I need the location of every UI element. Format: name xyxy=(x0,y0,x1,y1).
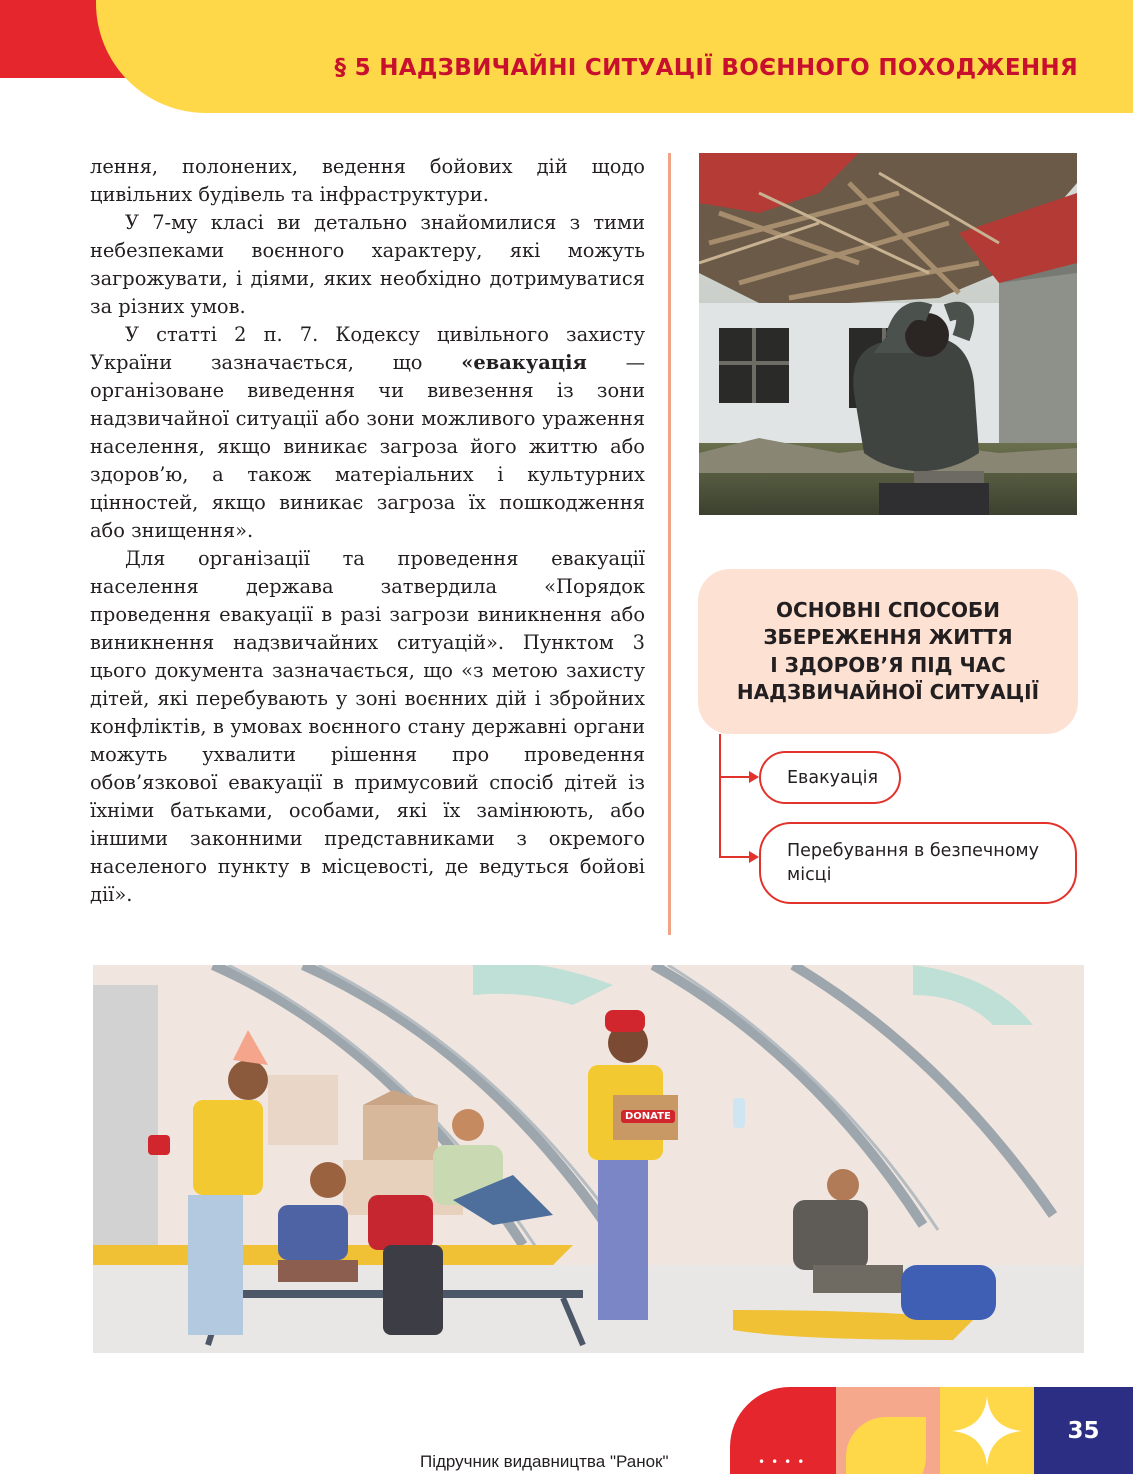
destroyed-house-photo xyxy=(699,153,1077,515)
footer-yellow-block xyxy=(940,1387,1034,1474)
diagram-title-box xyxy=(698,569,1078,734)
publisher-credit: Підручник видавництва "Ранок" xyxy=(420,1452,669,1471)
sparkle-icon xyxy=(952,1396,1022,1466)
diagram-connector-1 xyxy=(719,776,753,778)
arrow-right-icon xyxy=(749,771,759,783)
diagram-title: ОСНОВНІ СПОСОБИ ЗБЕРЕЖЕННЯ ЖИТТЯ І ЗДОРОВ’Я ПІД ЧАС НАДЗВИЧАЙНОЇ СИТУАЦІЇ xyxy=(736,597,1040,704)
column-divider xyxy=(668,153,671,935)
page-number: 35 xyxy=(1034,1387,1133,1474)
diagram-connector-vertical xyxy=(719,734,721,858)
term-evacuation: «евакуація xyxy=(461,351,587,374)
footer-peach-block xyxy=(836,1387,940,1474)
paragraph-3 xyxy=(90,321,645,545)
paragraph-4: Для організації та проведення евакуації населення держава затвердила «Порядок проведення евакуації в разі загрози виникнення або виникнення надзвичайних ситуацій». Пунктом 3 цього документа зазначається, що «з метою захисту дітей, які перебувають у зоні воєнних дій і збройних конфліктів, в умовах воєнного стану державні органи можуть ухвалити рішення про проведення обов’язкової евакуації в примусовий спосіб дітей із їхніми батьками, особами, які їх замінюють, або іншими законними представниками з окремого населеного пункту в місцевості, де ведуться бойові дії». xyxy=(90,547,645,906)
arrow-right-icon xyxy=(749,851,759,863)
footer-dots: •••• xyxy=(758,1455,811,1469)
paragraph-1: лення, полонених, ведення бойових дій щодо цивільних будівель та інфраструктури. xyxy=(90,155,645,206)
section-title: § 5 НАДЗВИЧАЙНІ СИТУАЦІЇ ВОЄННОГО ПОХОДЖЕННЯ xyxy=(334,55,1078,81)
paragraph-3-lead: У статті 2 п. 7. Кодексу цивільного захисту України зазначається, що xyxy=(90,323,645,374)
body-text xyxy=(90,153,645,909)
diagram-item-safe-place: Перебування в безпечному місці xyxy=(759,822,1077,904)
shelter-illustration xyxy=(93,965,1084,1353)
paragraph-2: У 7-му класі ви детально знайомилися з тими небезпеками воєнного характеру, які можуть загрожувати, і діями, яких необхідно дотримуватися за різних умов. xyxy=(90,211,645,318)
paragraph-3-definition: — організоване виведення чи вивезення із зони надзвичайної ситуації або зони можливого ураження населення, якщо виникає загроза його життю або здоров’ю, а також матеріальних і культурних цінностей, якщо виникає загроза їх пошкодження або знищення». xyxy=(90,351,646,542)
donate-label: DONATE xyxy=(621,1110,675,1123)
leaf-shape xyxy=(846,1417,926,1474)
diagram-item-evacuation: Евакуація xyxy=(759,751,901,804)
diagram-connector-2 xyxy=(719,856,753,858)
